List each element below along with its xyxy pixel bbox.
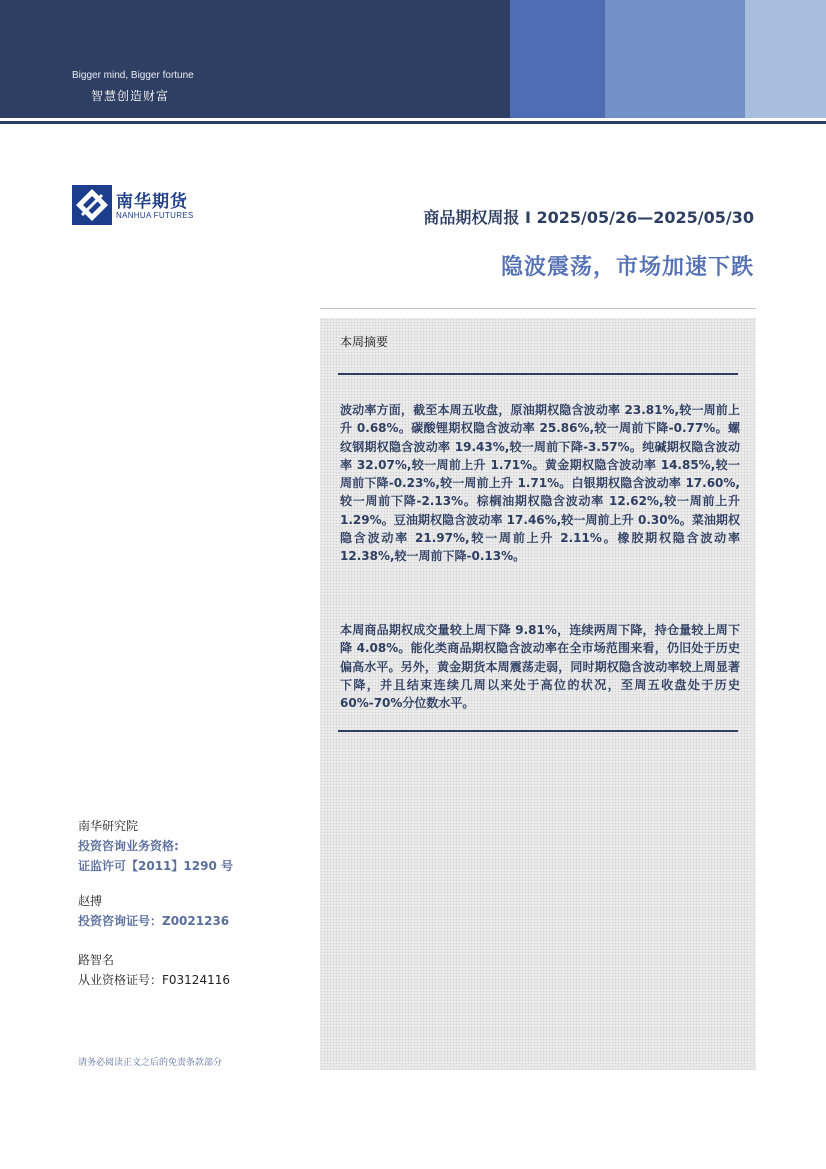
banner-stripe — [745, 0, 826, 118]
banner-stripe — [605, 0, 745, 118]
analyst-name: 赵搏 — [78, 894, 103, 908]
qualification-label: 投资咨询业务资格: — [78, 839, 179, 853]
summary-divider — [338, 730, 738, 732]
analyst-block — [78, 950, 230, 990]
analyst-cert: 从业资格证号：F03124116 — [78, 973, 230, 987]
summary-title: 本周摘要 — [340, 335, 389, 349]
summary-paragraph: 波动率方面，截至本周五收盘，原油期权隐含波动率 23.81%,较一周前上升 0.68%。碳酸锂期权隐含波动率 25.86%,较一周前下降-0.77%。螺纹钢期权隐含波动率 19.43%,较一周前下降-3.57%。纯碱期权隐含波动率 32.07%,较一周前上升 1.71%。黄金期权隐含波动率 14.85%,较一周前下降-0.23%,较一周前上升 1.71%。白银期权隐含波动率 17.60%,较一周前下降-2.13%。棕榈油期权隐含波动率 12.62%,较一周前上升 1.29%。豆油期权隐含波动率 17.46%,较一周前上升 0.30%。菜油期权隐含波动率 21.97%,较一周前上升 2.11%。橡胶期权隐含波动率 12.38%,较一周前下降-0.13%。 — [340, 403, 740, 564]
header-rule — [0, 121, 826, 124]
logo-name-english: NANHUA FUTURES — [116, 211, 194, 220]
institute-block — [78, 816, 233, 876]
tagline-english: Bigger mind, Bigger fortune — [72, 70, 194, 81]
analyst-cert: 投资咨询证号：Z0021236 — [78, 914, 230, 928]
logo-name-chinese: 南华期货 — [116, 192, 188, 212]
company-logo — [72, 185, 200, 225]
nanhua-logo-icon — [72, 185, 112, 225]
analyst-name: 路智名 — [78, 953, 115, 967]
report-title: 商品期权周报 I 2025/05/26—2025/05/30 — [423, 208, 754, 227]
disclaimer-note: 请务必阅读正文之后的免责条款部分 — [78, 1058, 223, 1068]
summary-paragraph: 本周商品期权成交量较上周下降 9.81%，连续两周下降，持仓量较上周下降 4.08%。能化类商品期权隐含波动率在全市场范围来看，仍旧处于历史偏高水平。另外，黄金期货本周震荡走弱，同时期权隐含波动率较上周显著下降，并且结束连续几周以来处于高位的状况，至周五收盘处于历史 60%-70%分位数水平。 — [340, 623, 740, 711]
analyst-block — [78, 891, 229, 931]
summary-divider — [338, 373, 738, 375]
institute-name: 南华研究院 — [78, 819, 139, 833]
header-banner — [0, 0, 826, 118]
tagline-chinese: 智慧创造财富 — [91, 89, 170, 103]
report-headline: 隐波震荡，市场加速下跌 — [500, 255, 754, 280]
license-number: 证监许可【2011】1290 号 — [78, 859, 233, 873]
divider — [320, 308, 756, 309]
banner-stripe — [510, 0, 605, 118]
